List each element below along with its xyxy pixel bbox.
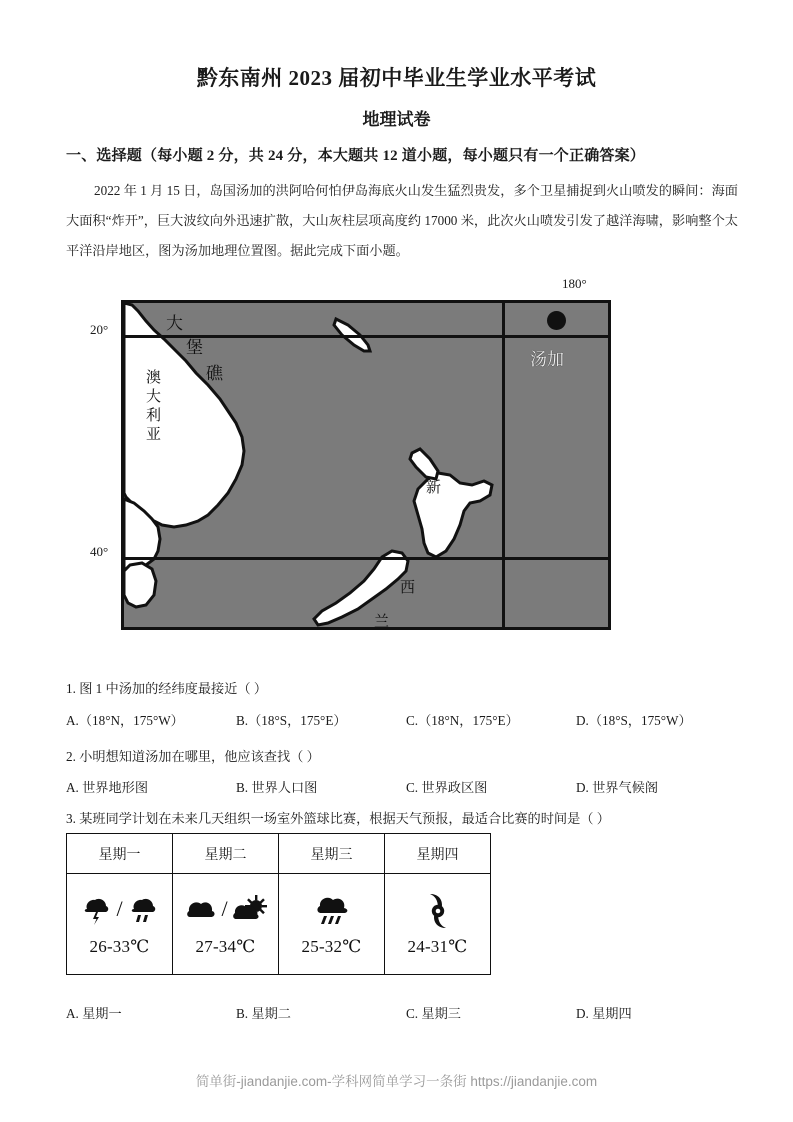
question-1-option-d[interactable]: D.（18°S，175°W） xyxy=(576,713,692,728)
weather-icons-monday xyxy=(68,891,171,931)
question-3-stem: 3. 某班同学计划在未来几天组织一场室外篮球比赛，根据天气预报，最适合比赛的时间是（ ） xyxy=(66,811,610,826)
temperature-thursday: 24-31℃ xyxy=(407,937,468,956)
question-2-option-a[interactable]: A. 世界地形图 xyxy=(66,780,149,795)
heavy-rain-icon xyxy=(313,895,351,927)
weather-icons-wednesday xyxy=(280,891,383,931)
thundershower-icon xyxy=(79,895,113,927)
table-header-cell-tuesday: 星期二 xyxy=(173,834,279,874)
page-subtitle: 地理试卷 xyxy=(362,110,431,129)
weather-cell-tuesday xyxy=(173,874,279,975)
map-longitude-label: 180° xyxy=(562,276,587,291)
map-label-nz-1: 新 xyxy=(426,480,442,496)
question-3-option-a[interactable]: A. 星期一 xyxy=(66,1006,122,1021)
question-3-option-c[interactable]: C. 星期三 xyxy=(406,1006,461,1021)
shower-icon xyxy=(126,895,160,927)
weather-separator-tuesday: / xyxy=(221,896,228,921)
weather-cell-monday xyxy=(67,874,173,975)
question-2-option-b[interactable]: B. 世界人口图 xyxy=(236,780,318,795)
weather-cell-thursday xyxy=(385,874,491,975)
temperature-wednesday: 25-32℃ xyxy=(301,937,362,956)
map-latitude-label-20: 20° xyxy=(90,322,109,337)
map-frame xyxy=(121,300,611,630)
weather-icons-tuesday xyxy=(174,891,277,931)
question-3-option-d[interactable]: D. 星期四 xyxy=(576,1006,632,1021)
cloudy-icon xyxy=(184,895,218,927)
weather-icons-thursday xyxy=(386,891,489,931)
table-header-cell-wednesday: 星期三 xyxy=(279,834,385,874)
stimulus-paragraph: 2022 年 1 月 15 日，岛国汤加的洪阿哈何怕伊岛海底火山发生猛烈贵发，多个卫星捕捉到火山喷发的瞬间：海面大面积“炸开”，巨大波纹向外迅速扩散，大山灰柱层项高度约 17000 米，此次火山喷发引发了越洋海啸，影响整个太平洋沿岸地区，图为汤加地理位置图。据此完成下面小题。 xyxy=(66,183,738,258)
table-header-cell-thursday: 星期四 xyxy=(385,834,491,874)
table-header-cell-monday: 星期一 xyxy=(67,834,173,874)
longitude-line-180 xyxy=(502,303,505,627)
question-1-option-a[interactable]: A.（18°N，175°W） xyxy=(66,713,184,728)
page-title: 黔东南州 2023 届初中毕业生学业水平考试 xyxy=(196,66,597,90)
temperature-monday: 26-33℃ xyxy=(89,937,150,956)
latitude-line-40 xyxy=(124,557,608,560)
question-1-option-b[interactable]: B.（18°S，175°E） xyxy=(236,713,347,728)
weather-forecast-table xyxy=(66,833,491,975)
map-label-reef-2: 堡 xyxy=(186,338,203,357)
footer-watermark: 简单街-jiandanjie.com-学科网简单学习一条街 https://jiandanjie.com xyxy=(195,1074,598,1089)
map-label-nz-3: 兰 xyxy=(374,614,390,630)
typhoon-icon xyxy=(425,894,451,928)
question-2-stem: 2. 小明想知道汤加在哪里，他应该查找（ ） xyxy=(66,749,320,764)
table-row xyxy=(67,874,491,975)
section-heading: 一、选择题（每小题 2 分，共 24 分，本大题共 12 道小题，每小题只有一个正确答案） xyxy=(66,148,646,164)
question-1-stem: 1. 图 1 中汤加的经纬度最接近（ ） xyxy=(66,681,268,696)
question-1-option-c[interactable]: C.（18°N，175°E） xyxy=(406,713,519,728)
temperature-tuesday: 27-34℃ xyxy=(195,937,256,956)
map-label-tonga: 汤加 xyxy=(530,350,564,369)
partly-sunny-icon xyxy=(231,895,267,927)
map-latitude-label-40: 40° xyxy=(90,544,109,559)
map-label-reef-1: 大 xyxy=(166,314,183,333)
question-2-option-c[interactable]: C. 世界政区图 xyxy=(406,780,488,795)
map-label-reef-3: 礁 xyxy=(206,364,223,383)
map-label-nz-2: 西 xyxy=(400,580,416,596)
table-header-row xyxy=(67,834,491,874)
tonga-location-dot xyxy=(547,311,566,330)
weather-cell-wednesday xyxy=(279,874,385,975)
weather-separator-monday: / xyxy=(116,896,123,921)
question-2-option-d[interactable]: D. 世界气候阁 xyxy=(576,780,659,795)
map-label-australia: 澳大利亚 xyxy=(144,369,160,445)
question-3-option-b[interactable]: B. 星期二 xyxy=(236,1006,291,1021)
tonga-location-map xyxy=(90,276,630,646)
